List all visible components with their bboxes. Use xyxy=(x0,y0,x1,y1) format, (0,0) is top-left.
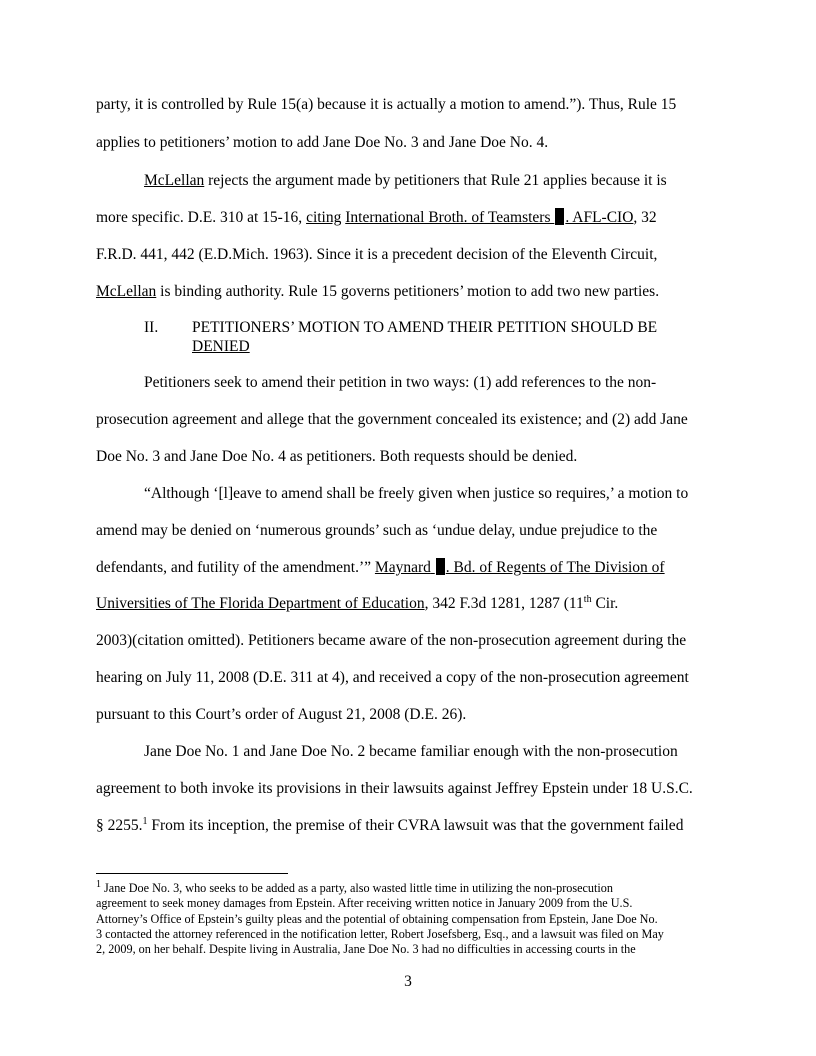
case-citation xyxy=(345,209,633,226)
footnote-line: 3 contacted the attorney referenced in the notification letter, Robert Josefsberg, Esq., and a lawsuit was filed on May xyxy=(96,927,664,941)
footnote-line: Attorney’s Office of Epstein’s guilty pleas and the potential of obtaining compensation from Epstein, Jane Doe No. xyxy=(96,912,658,926)
redaction-box xyxy=(436,558,445,575)
body-line: Petitioners seek to amend their petition in two ways: (1) add references to the non- xyxy=(144,374,657,391)
section-heading: DENIED xyxy=(192,338,250,355)
body-line: amend may be denied on ‘numerous grounds’ such as ‘undue delay, undue prejudice to the xyxy=(96,522,658,539)
body-line xyxy=(96,558,720,578)
body-text: § 2255. xyxy=(96,817,143,834)
section-heading: PETITIONERS’ MOTION TO AMEND THEIR PETITION SHOULD BE xyxy=(192,319,658,336)
footnote-line: 2, 2009, on her behalf. Despite living in Australia, Jane Doe No. 3 had no difficulties in accessing courts in the xyxy=(96,942,636,956)
case-name-part: International Broth. of Teamsters xyxy=(345,209,551,226)
citing-signal: citing xyxy=(306,209,342,226)
body-line xyxy=(96,208,720,228)
body-text: , 32 xyxy=(633,209,657,226)
footnote-reference: 1 xyxy=(142,815,148,827)
body-line: “Although ‘[l]eave to amend shall be freely given when justice so requires,’ a motion to xyxy=(144,485,689,502)
redaction-box xyxy=(555,208,564,225)
body-text: defendants, and futility of the amendment.’” xyxy=(96,559,375,576)
case-name-part: . Bd. of Regents of The Division of xyxy=(445,559,665,576)
body-text: Cir. xyxy=(591,595,619,612)
case-citation xyxy=(375,559,665,576)
body-text: From its inception, the premise of their CVRA lawsuit was that the government failed xyxy=(147,817,684,834)
footnote-text: Jane Doe No. 3, who seeks to be added as a party, also wasted little time in utilizing the non-prosecution xyxy=(101,881,613,895)
case-citation: Universities of The Florida Department of Education xyxy=(96,595,425,612)
body-text: rejects the argument made by petitioners that Rule 21 applies because it is xyxy=(204,172,667,189)
body-text: is binding authority. Rule 15 governs petitioners’ motion to add two new parties. xyxy=(156,283,660,300)
footnote-line: agreement to seek money damages from Epstein. After receiving written notice in January 2009 from the U.S. xyxy=(96,896,633,910)
case-citation: McLellan xyxy=(144,172,205,189)
body-line xyxy=(144,171,768,191)
case-name-part: Maynard xyxy=(374,559,431,576)
body-line xyxy=(96,282,720,302)
body-line xyxy=(96,816,720,836)
ordinal-superscript: th xyxy=(583,593,592,605)
body-line: prosecution agreement and allege that the government concealed its existence; and (2) add Jane xyxy=(96,411,688,428)
body-line xyxy=(96,594,720,614)
body-line: Doe No. 3 and Jane Doe No. 4 as petitioners. Both requests should be denied. xyxy=(96,448,578,465)
case-name-part: . AFL-CIO xyxy=(565,209,634,226)
case-citation: McLellan xyxy=(96,283,157,300)
body-line: agreement to both invoke its provisions in their lawsuits against Jeffrey Epstein under 18 U.S.C. xyxy=(96,780,693,797)
body-line: F.R.D. 441, 442 (E.D.Mich. 1963). Since it is a precedent decision of the Eleventh Circuit, xyxy=(96,246,658,263)
body-line: applies to petitioners’ motion to add Jane Doe No. 3 and Jane Doe No. 4. xyxy=(96,134,549,151)
body-text: , 342 F.3d 1281, 1287 (11 xyxy=(424,595,584,612)
footnote-mark: 1 xyxy=(96,878,101,890)
body-line: Jane Doe No. 1 and Jane Doe No. 2 became familiar enough with the non-prosecution xyxy=(144,743,678,760)
body-line: pursuant to this Court’s order of August 21, 2008 (D.E. 26). xyxy=(96,706,467,723)
body-line: 2003)(citation omitted). Petitioners became aware of the non-prosecution agreement during the xyxy=(96,632,687,649)
body-line: hearing on July 11, 2008 (D.E. 311 at 4), and received a copy of the non-prosecution agreement xyxy=(96,669,689,686)
page-number: 3 xyxy=(404,973,412,990)
body-line: party, it is controlled by Rule 15(a) because it is actually a motion to amend.”). Thus, Rule 15 xyxy=(96,96,677,113)
footnote-divider xyxy=(96,873,288,874)
footnote-line xyxy=(96,878,722,896)
body-text: more specific. D.E. 310 at 15-16, xyxy=(96,209,307,226)
section-number: II. xyxy=(144,319,159,336)
